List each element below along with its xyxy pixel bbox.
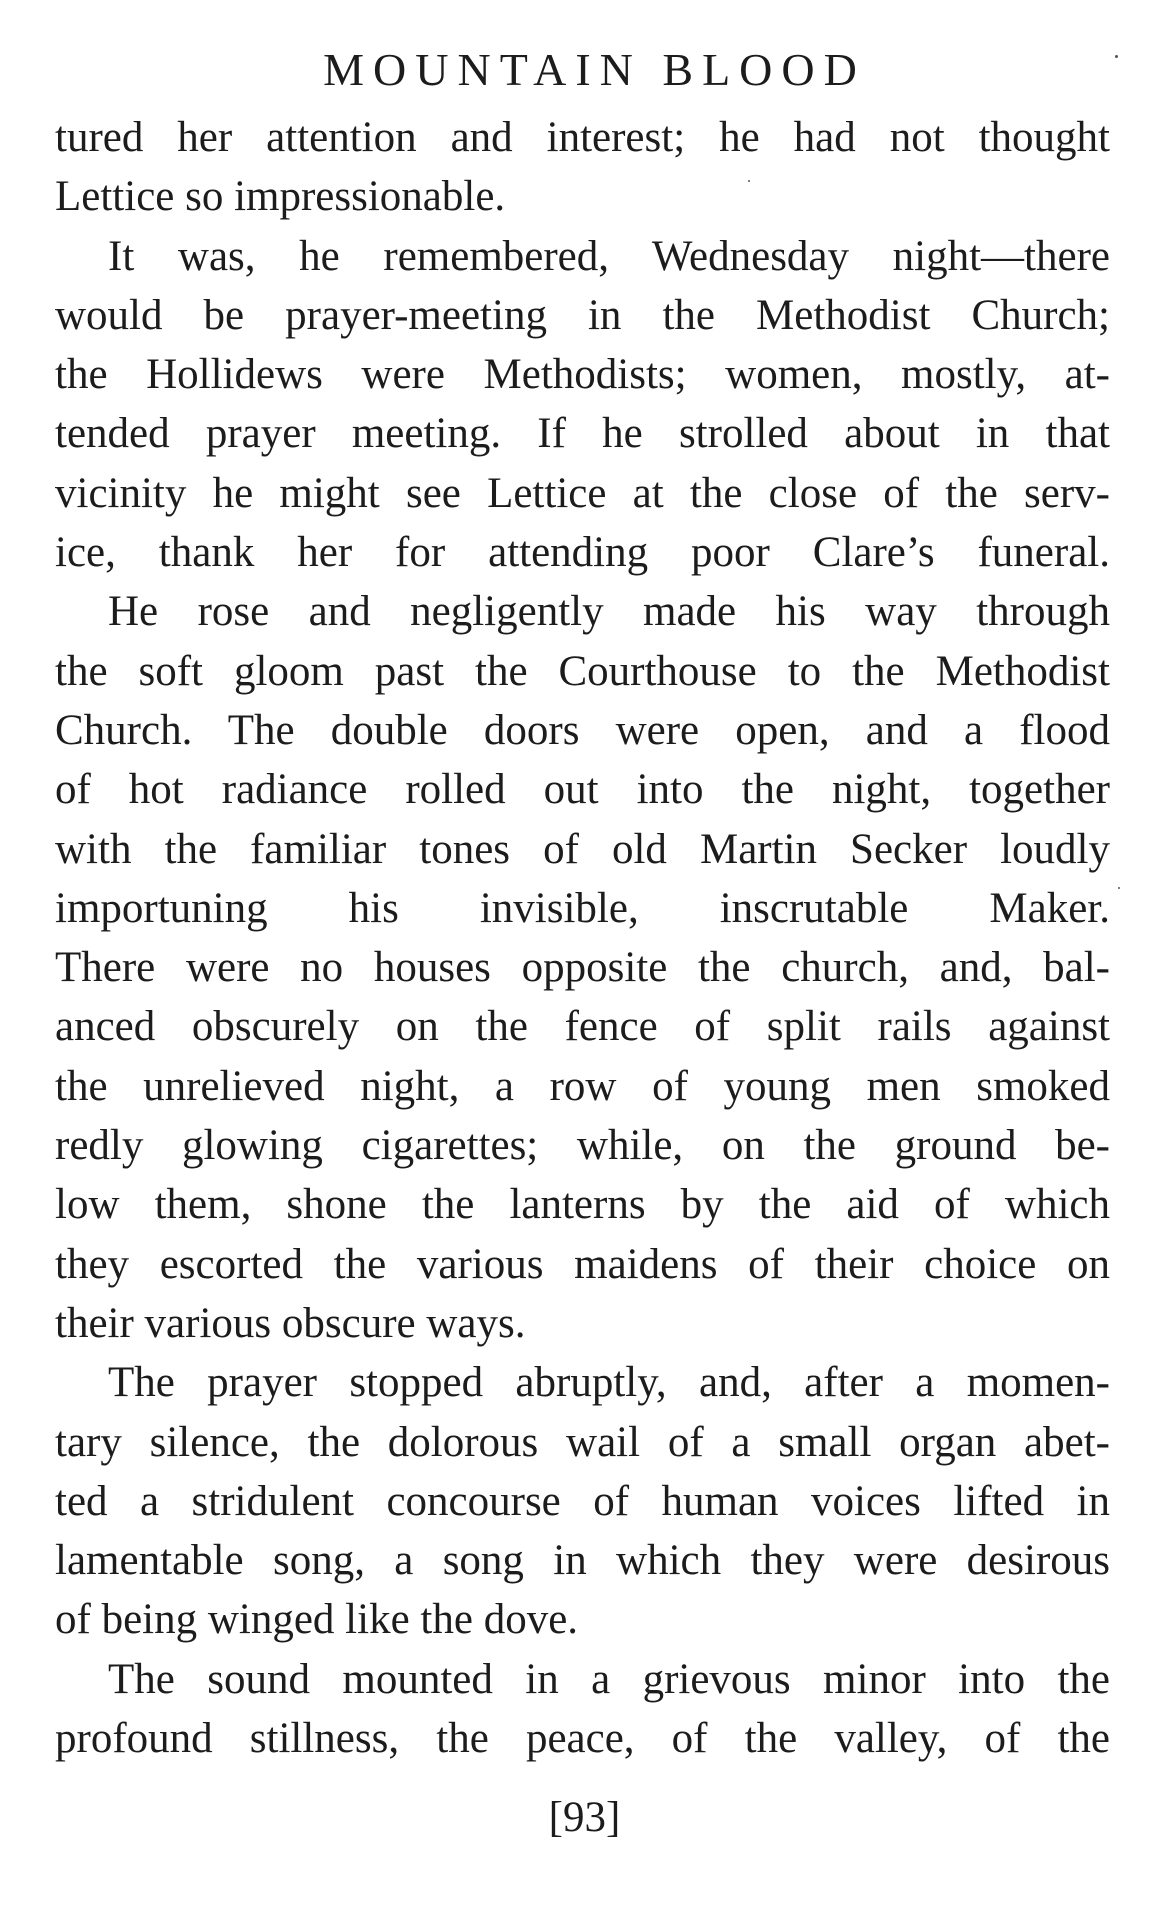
text-line: tured her attention and interest; he had not thought <box>55 114 1110 161</box>
text-line: There were no houses opposite the church, and, bal- <box>55 944 1110 992</box>
text-line: vicinity he might see Lettice at the close of the serv- <box>55 469 1110 517</box>
paragraph-3 <box>55 582 1110 1353</box>
text-line: tary silence, the dolorous wail of a small organ abet- <box>55 1418 1110 1466</box>
text-line: importuning his invisible, inscrutable Maker. <box>55 884 1110 932</box>
print-speck <box>1115 55 1118 58</box>
text-line: the Hollidews were Methodists; women, mostly, at- <box>55 351 1110 399</box>
text-line: anced obscurely on the fence of split rails against <box>55 1003 1110 1051</box>
text-line: the soft gloom past the Courthouse to the Methodist <box>55 647 1110 695</box>
text-line: He rose and negligently made his way through <box>108 588 1110 636</box>
text-line: ice, thank her for attending poor Clare’s funeral. <box>55 529 1110 577</box>
text-line: The sound mounted in a grievous minor into the <box>108 1655 1110 1703</box>
body-text <box>55 108 1110 1768</box>
text-line: ted a stridulent concourse of human voices lifted in <box>55 1477 1110 1525</box>
text-line: Lettice so impressionable. <box>55 173 506 221</box>
paragraph-4 <box>55 1353 1110 1649</box>
text-line: of hot radiance rolled out into the night, together <box>55 766 1110 814</box>
paragraph-2 <box>55 227 1110 583</box>
text-line: with the familiar tones of old Martin Secker loudly <box>55 825 1110 873</box>
text-line: Church. The double doors were open, and a flood <box>55 706 1110 754</box>
page-number: [93] <box>548 1794 621 1841</box>
text-line: their various obscure ways. <box>55 1299 526 1347</box>
print-speck <box>748 180 750 182</box>
text-line: the unrelieved night, a row of young men smoked <box>55 1062 1110 1110</box>
text-line: The prayer stopped abruptly, and, after a momen- <box>108 1359 1110 1407</box>
text-line: they escorted the various maidens of their choice on <box>55 1240 1110 1288</box>
running-head: MOUNTAIN BLOOD <box>323 44 866 95</box>
text-line: profound stillness, the peace, of the valley, of the <box>55 1715 1110 1763</box>
text-line: redly glowing cigarettes; while, on the ground be- <box>55 1122 1110 1170</box>
text-line: tended prayer meeting. If he strolled about in that <box>55 410 1110 458</box>
text-line: It was, he remembered, Wednesday night—there <box>108 232 1110 280</box>
print-speck <box>1118 887 1120 889</box>
paragraph-1 <box>55 108 1110 227</box>
text-line: lamentable song, a song in which they were desirous <box>55 1537 1110 1585</box>
paragraph-5 <box>55 1650 1110 1769</box>
text-line: would be prayer-meeting in the Methodist Church; <box>55 291 1110 339</box>
text-line: of being winged like the dove. <box>55 1596 579 1644</box>
text-line: low them, shone the lanterns by the aid of which <box>55 1181 1110 1229</box>
